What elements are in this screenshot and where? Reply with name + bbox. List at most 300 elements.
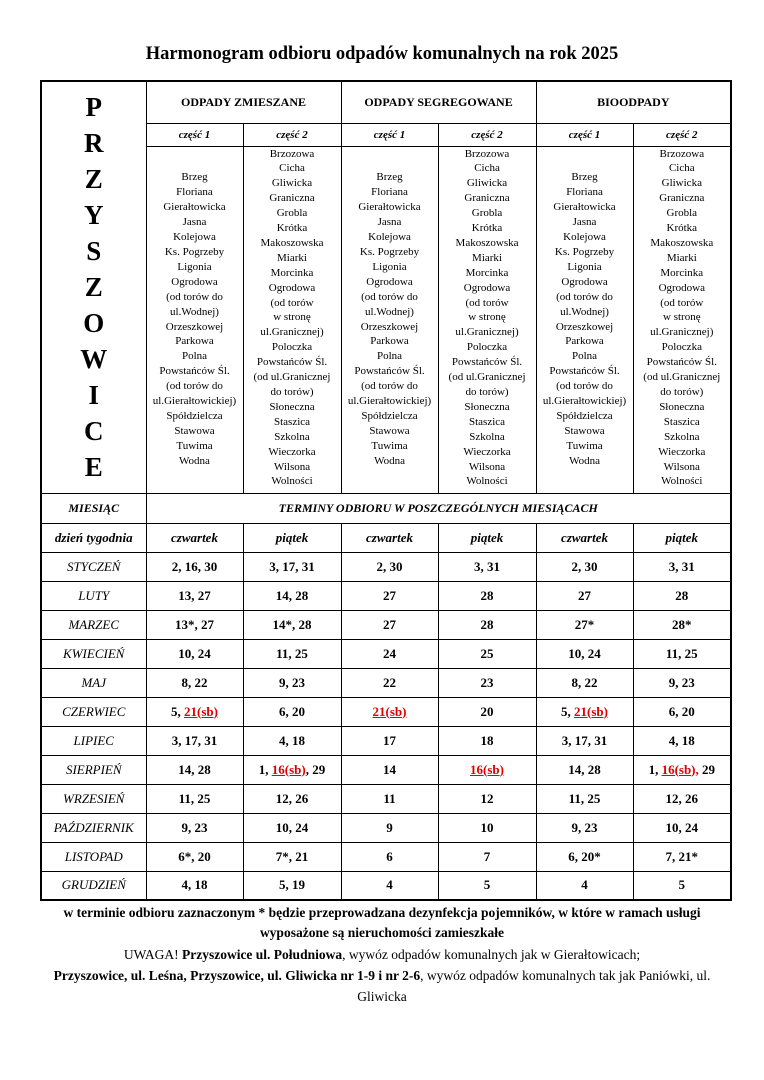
pickup-dates — [536, 552, 633, 581]
month-row — [41, 755, 731, 784]
street-name: Ogrodowa — [561, 275, 608, 288]
street-name: Graniczna — [269, 192, 315, 205]
street-name: Stawowa — [564, 424, 605, 437]
street-name: Gliwicka — [466, 177, 508, 190]
date-text: 27 — [383, 587, 397, 603]
street-name: ul.Wodnej) — [365, 305, 414, 318]
street-name: Tuwima — [566, 439, 603, 452]
locality-letter: E — [84, 452, 103, 483]
date-text: 10, 24 — [665, 819, 699, 835]
month-row — [41, 639, 731, 668]
month-row — [41, 581, 731, 610]
date-text: 28* — [672, 616, 692, 632]
date-text: 27 — [383, 616, 397, 632]
date-text: 10, 24 — [275, 819, 309, 835]
date-text: 9 — [386, 819, 393, 835]
date-text: 7, 21* — [665, 848, 699, 864]
street-name: Polna — [181, 350, 208, 363]
date-text: 11, 25 — [665, 645, 698, 661]
pickup-dates — [438, 871, 536, 900]
date-text: 9, 23 — [571, 819, 598, 835]
pickup-dates — [243, 668, 341, 697]
street-name: Graniczna — [464, 192, 510, 205]
pickup-dates — [633, 639, 731, 668]
date-text: 3, 31 — [668, 558, 695, 574]
street-name: (od torów do — [166, 380, 223, 393]
locality-letter: R — [84, 128, 104, 159]
month-row — [41, 552, 731, 581]
date-text: 3, 17, 31 — [269, 558, 315, 574]
pickup-dates — [536, 697, 633, 726]
street-name: Ks. Pogrzeby — [554, 245, 615, 258]
street-name: Stawowa — [369, 424, 410, 437]
street-name: Ogrodowa — [463, 281, 511, 294]
date-text: 14, 28 — [178, 761, 211, 777]
street-name: Poloczka — [466, 341, 508, 354]
pickup-dates — [146, 871, 243, 900]
pickup-dates — [438, 639, 536, 668]
street-name: Szkolna — [274, 430, 310, 443]
street-name: Parkowa — [175, 335, 214, 348]
pickup-dates — [243, 784, 341, 813]
month-row — [41, 842, 731, 871]
pickup-dates — [633, 581, 731, 610]
part-label: część 2 — [633, 123, 731, 146]
street-name: Wieczorka — [463, 445, 511, 458]
street-name: Powstańców Śl. — [256, 356, 328, 369]
street-name: Słoneczna — [269, 400, 315, 413]
part-label: część 1 — [536, 123, 633, 146]
street-name: Orzeszkowej — [165, 320, 224, 333]
date-text: 3, 17, 31 — [171, 732, 218, 748]
street-name: Staszica — [663, 415, 700, 428]
date-text: 11, 25 — [276, 645, 308, 661]
street-name: (od ul.Granicznej — [448, 371, 526, 384]
pickup-dates — [438, 813, 536, 842]
street-name: Brzozowa — [659, 147, 705, 160]
pickup-dates — [243, 581, 341, 610]
pickup-dates — [438, 581, 536, 610]
pickup-dates — [536, 639, 633, 668]
street-name: Jasna — [572, 216, 597, 229]
street-name: Kolejowa — [173, 231, 216, 244]
pickup-dates — [633, 842, 731, 871]
street-name: Gliwicka — [271, 177, 313, 190]
date-text: 11 — [383, 790, 396, 806]
street-name: (od torów do — [556, 380, 613, 393]
street-name: Brzeg — [571, 171, 598, 184]
street-name: Brzozowa — [269, 147, 315, 160]
date-text: 28 — [480, 587, 494, 603]
street-name: Morcinka — [465, 266, 509, 279]
pickup-dates — [438, 552, 536, 581]
pickup-dates — [536, 842, 633, 871]
pickup-dates — [341, 726, 438, 755]
pickup-dates — [341, 639, 438, 668]
month-name: MAJ — [41, 668, 146, 697]
street-name: (od torów do — [556, 290, 613, 303]
date-text: 27 — [578, 587, 592, 603]
pickup-dates — [146, 842, 243, 871]
pickup-dates — [146, 581, 243, 610]
pickup-dates — [146, 668, 243, 697]
street-name: Wilsona — [468, 460, 506, 473]
date-text: 9, 23 — [181, 819, 208, 835]
date-text: 17 — [383, 732, 397, 748]
locality-letter: S — [86, 236, 102, 267]
street-name: Kolejowa — [563, 231, 606, 244]
pickup-dates — [536, 610, 633, 639]
street-list — [341, 146, 438, 493]
warning-bold-2: Przyszowice, ul. Leśna, Przyszowice, ul. Gliwicka nr 1-9 i nr 2-6 — [53, 968, 421, 983]
weekday-label: piątek — [438, 523, 536, 552]
street-name: Słoneczna — [659, 400, 705, 413]
pickup-dates — [536, 726, 633, 755]
weekday-header: dzień tygodnia — [41, 523, 146, 552]
warning-lead: UWAGA! — [123, 947, 182, 962]
street-name: Spółdzielcza — [556, 409, 613, 422]
locality-name — [41, 81, 146, 493]
pickup-dates — [633, 755, 731, 784]
street-name: Brzeg — [376, 171, 403, 184]
street-name: Brzeg — [181, 171, 208, 184]
street-name: Grobla — [276, 207, 308, 220]
street-name: Ogrodowa — [171, 275, 218, 288]
street-name: Wodna — [374, 454, 405, 467]
saturday-date: 16(sb) — [470, 761, 504, 777]
street-name: Ks. Pogrzeby — [164, 245, 225, 258]
street-name: Grobla — [471, 207, 503, 220]
date-text: 6, 20 — [668, 703, 695, 719]
street-name: Cicha — [474, 162, 500, 175]
pickup-dates — [536, 581, 633, 610]
pickup-dates — [243, 552, 341, 581]
date-text: 7 — [483, 848, 491, 864]
street-list — [146, 146, 243, 493]
month-row — [41, 610, 731, 639]
pickup-dates — [633, 552, 731, 581]
date-text: 10 — [480, 819, 494, 835]
warning-bold-1: Przyszowice ul. Południowa — [181, 947, 343, 962]
saturday-date: 21(sb) — [184, 703, 218, 719]
month-row — [41, 668, 731, 697]
street-name: Makoszowska — [455, 236, 519, 249]
street-list — [633, 146, 731, 493]
street-name: ul.Gierałtowickiej) — [152, 395, 237, 408]
pickup-dates — [146, 784, 243, 813]
month-row — [41, 726, 731, 755]
pickup-dates — [633, 610, 731, 639]
pickup-dates — [341, 697, 438, 726]
weekday-label: czwartek — [146, 523, 243, 552]
street-name: Gierałtowicka — [553, 201, 616, 214]
street-name: Wodna — [179, 454, 210, 467]
saturday-date: 21(sb) — [574, 703, 608, 719]
pickup-dates — [536, 871, 633, 900]
date-text: 6, 20* — [568, 848, 601, 864]
street-name: Kolejowa — [368, 231, 411, 244]
group-biowaste: BIOODPADY — [536, 81, 731, 123]
street-name: Poloczka — [271, 341, 313, 354]
street-name: Orzeszkowej — [360, 320, 419, 333]
street-name: Polna — [376, 350, 403, 363]
locality-letter: Z — [84, 272, 103, 303]
date-text: 9, 23 — [668, 674, 695, 690]
date-text: 14, 28 — [568, 761, 601, 777]
street-name: (od torów do — [361, 380, 418, 393]
date-text: 2, 30 — [376, 558, 403, 574]
date-text: 10, 24 — [568, 645, 601, 661]
date-text: 6, 20 — [279, 703, 305, 719]
street-name: Ogrodowa — [268, 281, 316, 294]
date-text: 2, 30 — [571, 558, 598, 574]
pickup-dates — [341, 581, 438, 610]
disinfection-note: w terminie odbioru zaznaczonym * będzie przeprowadzana dezynfekcja pojemników, w które w ramach usługi wyposażone są nieruchomości zamieszkałe — [63, 905, 701, 940]
month-name: WRZESIEŃ — [41, 784, 146, 813]
pickup-dates — [146, 552, 243, 581]
date-text: 24 — [383, 645, 397, 661]
street-name: (od torów do — [361, 290, 418, 303]
street-name: Makoszowska — [650, 236, 714, 249]
group-mixed-waste: ODPADY ZMIESZANE — [146, 81, 341, 123]
street-name: Cicha — [279, 162, 305, 175]
weekday-label: czwartek — [341, 523, 438, 552]
date-text: 5 — [483, 877, 491, 893]
weekday-label: czwartek — [536, 523, 633, 552]
locality-letter: W — [80, 344, 108, 375]
street-name: Wolności — [466, 475, 508, 488]
saturday-date: 16(sb) — [271, 761, 306, 777]
street-name: Powstańców Śl. — [354, 365, 425, 378]
pickup-dates — [438, 697, 536, 726]
date-text: 5 — [678, 877, 686, 893]
date-text: , 29 — [305, 761, 326, 777]
locality-letter: I — [88, 380, 99, 411]
street-name: ul.Gierałtowickiej) — [347, 395, 432, 408]
date-text: 1, — [648, 761, 662, 777]
date-text: 8, 22 — [571, 674, 598, 690]
pickup-dates — [341, 842, 438, 871]
street-name: Floriana — [371, 186, 408, 199]
date-text: 14 — [383, 761, 397, 777]
street-name: Jasna — [377, 216, 402, 229]
month-name: GRUDZIEŃ — [41, 871, 146, 900]
street-name: Parkowa — [565, 335, 604, 348]
pickup-dates — [438, 610, 536, 639]
date-text: 13*, 27 — [175, 616, 214, 632]
street-name: Floriana — [176, 186, 213, 199]
pickup-dates — [243, 726, 341, 755]
pickup-dates — [438, 842, 536, 871]
street-name: Szkolna — [664, 430, 700, 443]
pickup-dates — [146, 610, 243, 639]
street-list — [243, 146, 341, 493]
month-name: LISTOPAD — [41, 842, 146, 871]
date-text: 12 — [480, 790, 494, 806]
street-name: Powstańców Śl. — [451, 356, 523, 369]
street-name: do torów) — [465, 386, 509, 398]
street-name: Wodna — [569, 454, 600, 467]
street-name: do torów) — [270, 386, 314, 398]
pickup-dates — [536, 813, 633, 842]
month-name: LUTY — [41, 581, 146, 610]
locality-letter: P — [85, 92, 102, 123]
street-name: Ligonia — [177, 260, 212, 273]
date-text: 20 — [480, 703, 494, 719]
date-text: 12, 26 — [665, 790, 699, 806]
pickup-dates — [243, 813, 341, 842]
street-name: Jasna — [182, 216, 207, 229]
street-name: Cicha — [668, 162, 695, 175]
part-label: część 2 — [243, 123, 341, 146]
street-name: Stawowa — [174, 424, 215, 437]
month-header: MIESIĄC — [41, 493, 146, 523]
date-text: 9, 23 — [279, 674, 305, 690]
locality-letter: Y — [84, 200, 104, 231]
month-row — [41, 697, 731, 726]
street-name: (od torów do — [166, 290, 223, 303]
pickup-dates — [438, 726, 536, 755]
pickup-dates — [341, 813, 438, 842]
pickup-dates — [438, 784, 536, 813]
pickup-dates — [438, 755, 536, 784]
month-name: SIERPIEŃ — [41, 755, 146, 784]
saturday-date: 16(sb), — [661, 761, 699, 777]
date-text: 4, 18 — [279, 732, 305, 748]
pickup-dates — [633, 813, 731, 842]
group-segregated-waste: ODPADY SEGREGOWANE — [341, 81, 536, 123]
date-text: 14, 28 — [275, 587, 309, 603]
date-text: 6*, 20 — [178, 848, 211, 864]
street-name: (od torów — [270, 296, 314, 309]
date-text: 11, 25 — [178, 790, 211, 806]
street-name: Tuwima — [176, 439, 213, 452]
street-name: w stronę — [273, 311, 311, 324]
pickup-dates — [243, 639, 341, 668]
street-name: (od torów — [660, 296, 704, 309]
date-text: 3, 17, 31 — [561, 732, 608, 748]
street-name: Miarki — [472, 251, 502, 264]
date-text: 28 — [675, 587, 689, 603]
street-name: Krótka — [471, 222, 503, 235]
street-name: Miarki — [277, 251, 307, 264]
part-label: część 1 — [146, 123, 243, 146]
month-name: KWIECIEŃ — [41, 639, 146, 668]
pickup-dates — [146, 813, 243, 842]
date-text: 18 — [480, 732, 494, 748]
street-name: Powstańców Śl. — [646, 356, 717, 369]
month-name: STYCZEŃ — [41, 552, 146, 581]
pickup-dates — [633, 784, 731, 813]
weekday-label: piątek — [633, 523, 731, 552]
pickup-dates — [341, 552, 438, 581]
pickup-dates — [633, 668, 731, 697]
street-name: Makoszowska — [260, 236, 324, 249]
date-text: 25 — [480, 645, 494, 661]
street-name: Ogrodowa — [658, 281, 705, 294]
part-label: część 1 — [341, 123, 438, 146]
street-name: ul.Granicznej) — [260, 326, 324, 339]
street-name: (od ul.Granicznej — [643, 371, 721, 384]
warning-text-1: , wywóz odpadów komunalnych jak w Gierałtowicach; — [342, 947, 641, 962]
date-text: 14*, 28 — [272, 616, 312, 632]
street-name: Słoneczna — [464, 400, 510, 413]
pickup-dates — [438, 668, 536, 697]
date-text: 5, 19 — [279, 877, 305, 893]
pickup-dates — [146, 755, 243, 784]
page-title: Harmonogram odbioru odpadów komunalnych na rok 2025 — [145, 44, 619, 64]
street-name: Wieczorka — [268, 445, 316, 458]
street-name: Spółdzielcza — [166, 409, 223, 422]
street-name: Staszica — [273, 415, 311, 428]
pickup-dates — [341, 871, 438, 900]
street-name: Wieczorka — [658, 445, 706, 458]
street-name: Ligonia — [567, 260, 602, 273]
street-name: w stronę — [663, 311, 701, 324]
date-text: 6 — [386, 848, 393, 864]
date-text: 3, 31 — [474, 558, 501, 574]
street-name: Spółdzielcza — [361, 409, 418, 422]
pickup-dates — [341, 784, 438, 813]
street-name: Graniczna — [659, 192, 705, 205]
street-list — [438, 146, 536, 493]
weekday-label: piątek — [243, 523, 341, 552]
date-text: 4, 18 — [181, 877, 208, 893]
street-name: Gliwicka — [661, 177, 702, 190]
date-text: 4 — [581, 877, 588, 893]
street-name: w stronę — [468, 311, 506, 324]
street-name: (od torów — [465, 296, 509, 309]
pickup-dates — [633, 871, 731, 900]
pickup-dates — [243, 842, 341, 871]
street-name: Staszica — [469, 415, 506, 428]
schedule-table — [40, 80, 732, 901]
street-name: Szkolna — [469, 430, 505, 443]
month-name: MARZEC — [41, 610, 146, 639]
date-text: 22 — [383, 674, 397, 690]
street-name: ul.Granicznej) — [650, 326, 714, 339]
street-name: Gierałtowicka — [358, 201, 421, 214]
pickup-dates — [243, 697, 341, 726]
street-name: Powstańców Śl. — [159, 365, 230, 378]
street-name: Wilsona — [663, 460, 700, 473]
street-name: Parkowa — [370, 335, 409, 348]
date-text: 8, 22 — [181, 674, 208, 690]
pickup-dates — [243, 610, 341, 639]
date-text: 27* — [574, 616, 595, 632]
pickup-dates — [341, 610, 438, 639]
date-text: 29 — [698, 761, 716, 777]
street-name: Brzozowa — [464, 147, 510, 160]
month-row — [41, 813, 731, 842]
street-name: Grobla — [666, 207, 698, 220]
pickup-dates — [146, 639, 243, 668]
street-name: Wolności — [271, 475, 313, 488]
date-text: 11, 25 — [568, 790, 601, 806]
pickup-dates — [536, 784, 633, 813]
saturday-date: 21(sb) — [372, 703, 407, 719]
street-name: (od ul.Granicznej — [253, 371, 331, 384]
pickup-dates — [243, 871, 341, 900]
date-text: 13, 27 — [178, 587, 211, 603]
pickup-dates — [536, 668, 633, 697]
pickup-dates — [146, 697, 243, 726]
warning-note — [30, 944, 734, 1007]
date-text: 5, — [171, 703, 185, 719]
month-row — [41, 784, 731, 813]
pickup-dates — [341, 755, 438, 784]
street-name: Wilsona — [273, 460, 311, 473]
